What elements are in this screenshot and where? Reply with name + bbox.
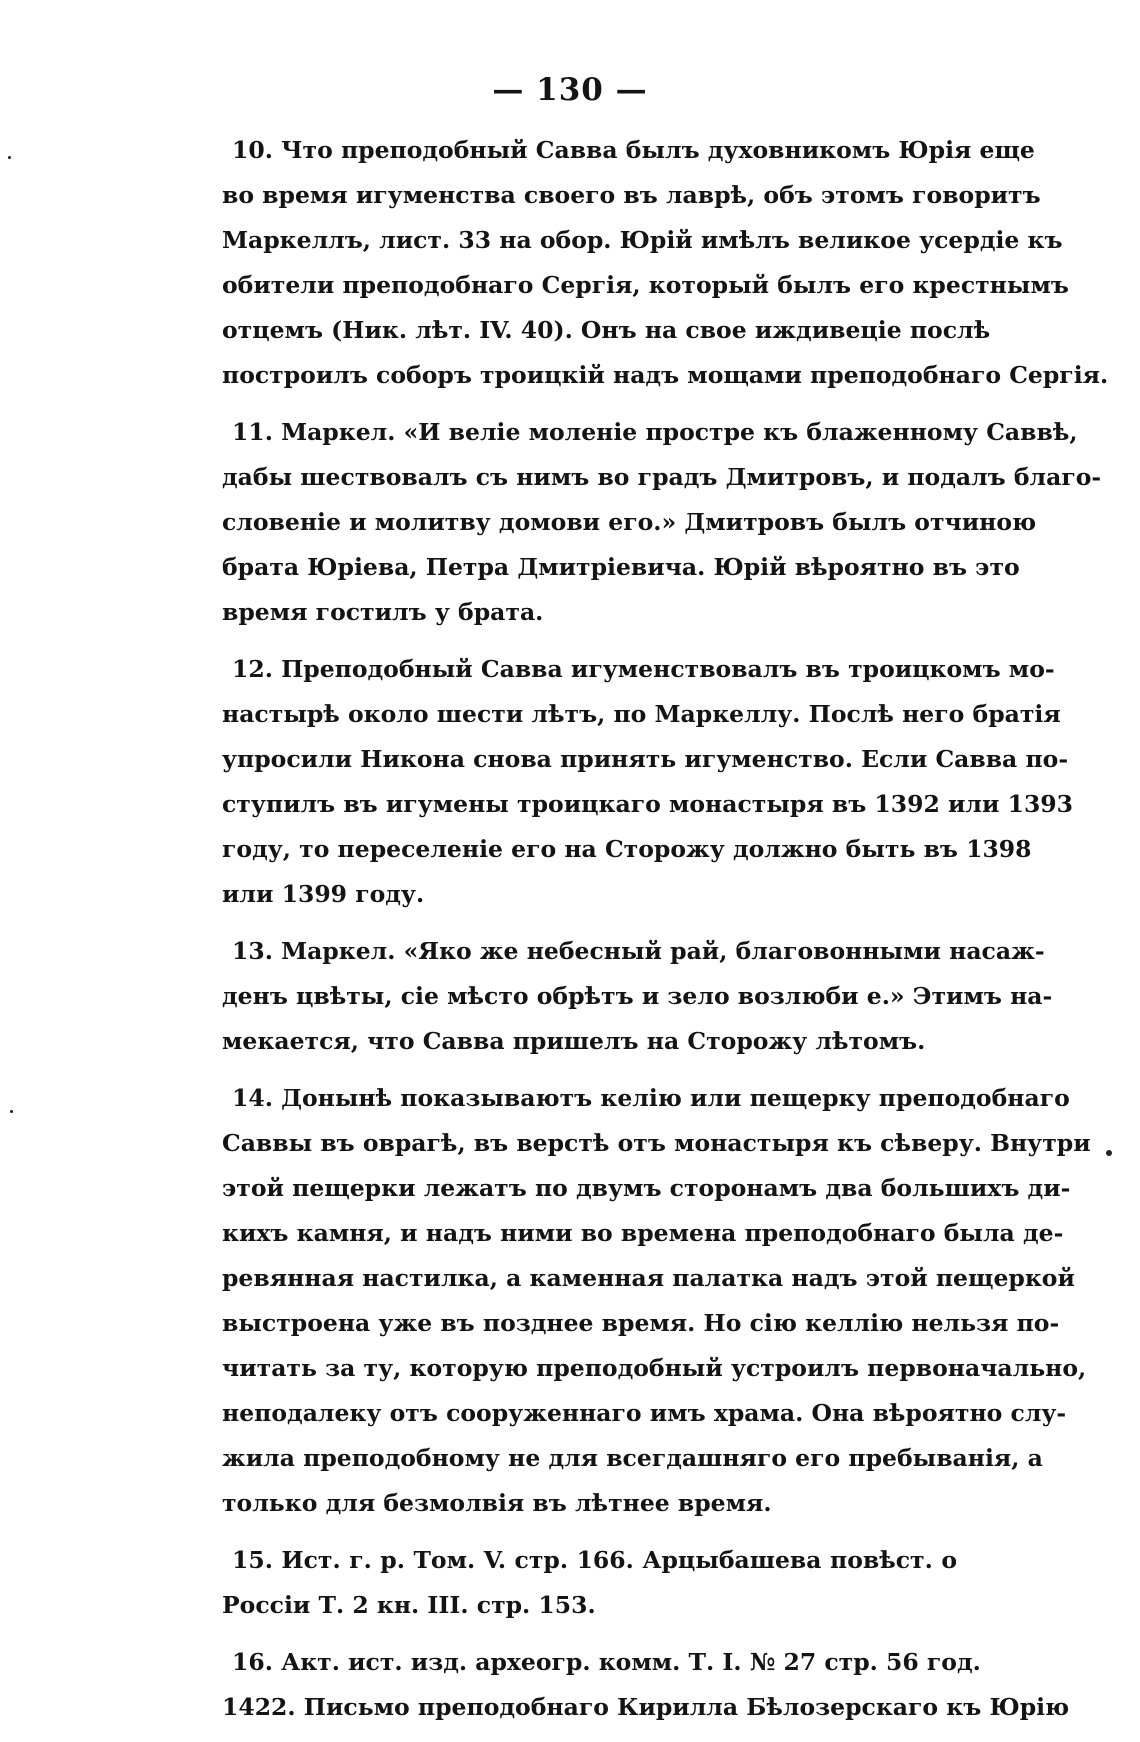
text-line: 10. Что преподобный Савва былъ духовникомъ Юрія еще	[232, 136, 1035, 164]
text-line: 14. Донынѣ показываютъ келію или пещерку преподобнаго	[232, 1084, 1070, 1112]
text-line: настырѣ около шести лѣтъ, по Маркеллу. Послѣ него братія	[222, 700, 1061, 728]
scan-speck	[10, 1110, 13, 1113]
text-line: Россіи Т. 2 кн. III. стр. 153.	[222, 1591, 596, 1619]
text-line: ступилъ въ игумены троицкаго монастыря въ 1392 или 1393	[222, 790, 1074, 818]
text-line: 12. Преподобный Савва игуменствовалъ въ троицкомъ мо-	[232, 655, 1055, 683]
text-line: брата Юріева, Петра Дмитріевича. Юрій вѣроятно въ это	[222, 553, 1020, 581]
note-11	[222, 410, 1102, 635]
text-line: Маркеллъ, лист. 33 на обор. Юрій имѣлъ великое усердіе къ	[222, 226, 1063, 254]
note-13	[222, 929, 1053, 1064]
footnotes-text	[222, 128, 1109, 1742]
text-line: 11. Маркел. «И веліе моленіе простре къ блаженному Саввѣ,	[232, 418, 1078, 446]
note-16	[222, 1640, 1070, 1730]
text-line: во время игуменства своего въ лаврѣ, объ этомъ говоритъ	[222, 181, 1041, 209]
note-15	[222, 1538, 957, 1628]
text-line: этой пещерки лежатъ по двумъ сторонамъ два большихъ ди-	[222, 1174, 1071, 1202]
text-line: мекается, что Савва пришелъ на Сторожу лѣтомъ.	[222, 1027, 926, 1055]
page-number: — 130 —	[492, 72, 648, 108]
text-line: году, то переселеніе его на Сторожу должно быть въ 1398	[222, 835, 1032, 863]
text-line: обители преподобнаго Сергія, который былъ его крестнымъ	[222, 271, 1069, 299]
text-line: читать за ту, которую преподобный устроилъ первоначально,	[222, 1354, 1087, 1382]
text-line: упросили Никона снова принять игуменство. Если Савва по-	[222, 745, 1069, 773]
text-line: время гостилъ у брата.	[222, 598, 544, 626]
text-line: кихъ камня, и надъ ними во времена преподобнаго была де-	[222, 1219, 1064, 1247]
text-line: 13. Маркел. «Яко же небесный рай, благовонными насаж-	[232, 937, 1045, 965]
text-line: 16. Акт. ист. изд. археогр. комм. Т. I. № 27 стр. 56 год.	[232, 1648, 981, 1676]
text-line: 15. Ист. г. р. Том. V. стр. 166. Арцыбашева повѣст. о	[232, 1546, 957, 1574]
text-line: Саввы въ оврагѣ, въ верстѣ отъ монастыря къ сѣверу. Внутри	[222, 1129, 1091, 1157]
text-line: словеніе и молитву домови его.» Дмитровъ былъ отчиною	[222, 508, 1037, 536]
note-14	[222, 1076, 1091, 1526]
note-10	[222, 128, 1109, 398]
scan-speck	[1106, 1150, 1112, 1156]
note-12	[222, 647, 1074, 917]
text-line: дабы шествовалъ съ нимъ во градъ Дмитровъ, и подалъ благо-	[222, 463, 1102, 491]
text-line: денъ цвѣты, сіе мѣсто обрѣтъ и зело возлюби е.» Этимъ на-	[222, 982, 1053, 1010]
text-line: ревянная настилка, а каменная палатка надъ этой пещеркой	[222, 1264, 1075, 1292]
text-line: неподалеку отъ сооруженнаго имъ храма. Она вѣроятно слу-	[222, 1399, 1067, 1427]
text-line: только для безмолвія въ лѣтнее время.	[222, 1489, 772, 1517]
scan-speck	[8, 156, 11, 159]
text-line: жила преподобному не для всегдашняго его пребыванія, а	[222, 1444, 1043, 1472]
text-line: выстроена уже въ позднее время. Но сію келлію нельзя по-	[222, 1309, 1060, 1337]
text-line: или 1399 году.	[222, 880, 425, 908]
text-line: построилъ соборъ троицкій надъ мощами преподобнаго Сергія.	[222, 361, 1109, 389]
text-line: 1422. Письмо преподобнаго Кирилла Бѣлозерскаго къ Юрію	[222, 1693, 1070, 1721]
text-line: отцемъ (Ник. лѣт. IV. 40). Онъ на свое иждивеціе послѣ	[222, 316, 991, 344]
